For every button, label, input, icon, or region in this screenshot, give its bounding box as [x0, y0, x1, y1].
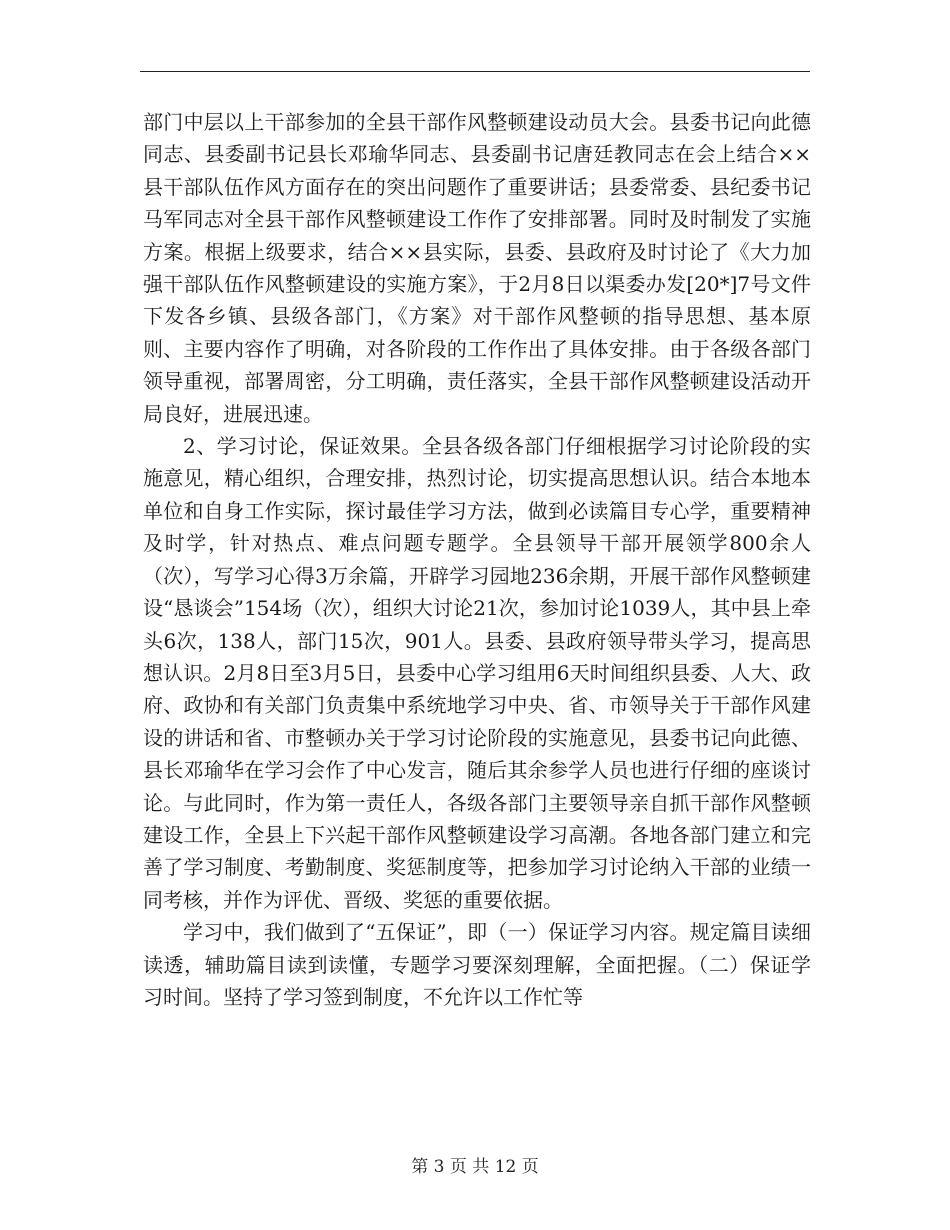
- body-paragraph: 部门中层以上干部参加的全县干部作风整顿建设动员大会。县委书记向此德同志、县委副书记县长邓瑜华同志、县委副书记唐廷教同志在会上结合××县干部队伍作风方面存在的突出问题作了重要讲话；县委常委、县纪委书记马军同志对全县干部作风整顿建设工作作了安排部署。同时及时制发了实施方案。根据上级要求，结合××县实际，县委、县政府及时讨论了《大力加强干部队伍作风整顿建设的实施方案》，于2月8日以渠委办发[20*]7号文件下发各乡镇、县级各部门，《方案》对干部作风整顿的指导思想、基本原则、主要内容作了明确，对各阶段的工作作出了具体安排。由于各级各部门领导重视，部署周密，分工明确，责任落实，全县干部作风整顿建设活动开局良好，进展迅速。: [143, 110, 811, 426]
- header-rule: [140, 71, 810, 72]
- page-number-footer: 第 3 页 共 12 页: [411, 1157, 539, 1177]
- body-paragraph: 2、学习讨论，保证效果。全县各级各部门仔细根据学习讨论阶段的实施意见，精心组织，合理安排，热烈讨论，切实提高思想认识。结合本地本单位和自身工作实际，探讨最佳学习方法，做到必读篇目专心学，重要精神及时学，针对热点、难点问题专题学。全县领导干部开展领学800余人（次），写学习心得3万余篇，开辟学习园地236余期，开展干部作风整顿建设“恳谈会”154场（次），组织大讨论21次，参加讨论1039人，其中县上牵头6次，138人，部门15次，901人。县委、县政府领导带头学习，提高思想认识。2月8日至3月5日，县委中心学习组用6天时间组织县委、人大、政府、政协和有关部门负责集中系统地学习中央、省、市领导关于干部作风建设的讲话和省、市整顿办关于学习讨论阶段的实施意见，县委书记向此德、县长邓瑜华在学习会作了中心发言，随后其余参学人员也进行仔细的座谈讨论。与此同时，作为第一责任人，各级各部门主要领导亲自抓干部作风整顿建设工作，全县上下兴起干部作风整顿建设学习高潮。各地各部门建立和完善了学习制度、考勤制度、奖惩制度等，把参加学习讨论纳入干部的业绩一同考核，并作为评优、晋级、奖惩的重要依据。: [143, 434, 811, 912]
- body-paragraph: 学习中，我们做到了“五保证”，即（一）保证学习内容。规定篇目读细读透，辅助篇目读到读懂，专题学习要深刻理解，全面把握。（二）保证学习时间。坚持了学习签到制度，不允许以工作忙等: [143, 920, 811, 1009]
- document-body: [143, 106, 811, 1013]
